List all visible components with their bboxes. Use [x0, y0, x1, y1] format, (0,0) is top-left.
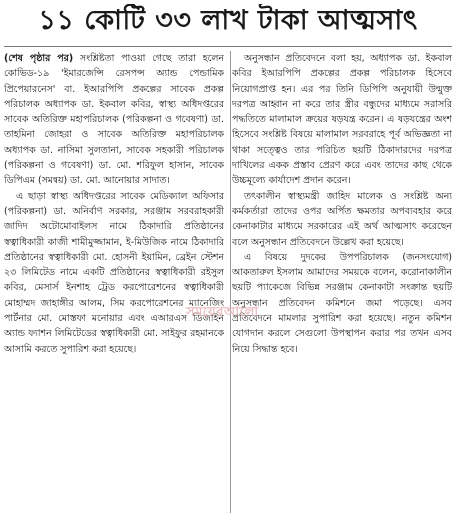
right-paragraph-1: অনুসন্ধান প্রতিবেদনে বলা হয়, অধ্যাপক ডা. ইকবাল কবির ইআরপিপি প্রকল্পের প্রকল্প পরিচালক হিসেবে নিয়োগপ্রাপ্ত হন। এর পর তিনি ডিপিপি অনুযায়ী উন্মুক্ত দরপত্র আহ্বান না করে তার স্ত্রীর বন্ধুদের মাধ্যমে সরাসরি পদ্ধতিতে মালামাল ক্রয়ের ষড়যন্ত্র করেন। এ ষড়যন্ত্রের অংশ হিসেবে সংশ্লিষ্ট বিষয়ে মালামাল সরবরাহে পূর্ব অভিজ্ঞতা না থাকা সত্ত্বেও তার পরিচিত ছয়টি ঠিকাদারদের দরপত্র দাখিলের একক প্রস্তাব প্রেরণ করে এবং তাদের কাছ থেকে উচ্চমূল্যে কার্যাদেশ প্রদান করেন। [232, 53, 452, 187]
left-column [4, 51, 224, 513]
right-paragraph-3: এ বিষয়ে দুদকের উপপরিচালক (জনসংযোগ) আকতারুল ইসলাম আমাদের সময়কে বলেন, করোনাকালীন ছয়টি প্যাকেজে বিভিন্ন সরঞ্জাম কেনাকাটা সংক্রান্ত ছয়টি অনুসন্ধান প্রতিবেদন কমিশনে জমা পড়েছে। এসব প্রতিবেদনে মামলার সুপারিশ করা হয়েছে। নতুন কমিশন যোগদান করলে সেগুলো উপস্থাপন করার পর তখন এসব নিয়ে সিদ্ধান্ত হবে। [232, 251, 452, 355]
article-headline: ১১ কোটি ৩৩ লাখ টাকা আত্মসাৎ [38, 5, 418, 36]
column-divider [230, 51, 231, 513]
right-paragraph-2: তৎকালীন স্বাস্থ্যমন্ত্রী জাহিদ মালেক ও সংশ্লিষ্ট অন্য কর্মকর্তারা তাদের ওপর অর্পিত ক্ষমতার অপব্যবহার করে কেনাকাটার মাধ্যমে সরকারের এই অর্থ আত্মসাৎ করেছেন বলে অনুসন্ধান প্রতিবেদনে উল্লেখ করা হয়েছে। [232, 190, 452, 248]
headline-rule [4, 46, 452, 47]
right-column [232, 51, 452, 513]
article-body [4, 51, 452, 513]
continued-from-label: (শেষ পৃষ্ঠার পর) [4, 53, 74, 64]
publisher-watermark: সময়েরআলো [186, 305, 259, 320]
left-paragraph-1-text: সংশ্লিষ্টতা পাওয়া গেছে তারা হলেন কোভিড-১৯ 'ইমারজেন্সি রেসপন্স অ্যান্ড পেন্ডামিক প্রিপেয়ারনেস' বা. ইআরপিপি প্রকল্পের সাবেক প্রকল্প পরিচালক অধ্যাপক ডা. ইকবাল কবির, স্বাস্থ্য অধিদপ্তরের সাবেক অতিরিক্ত মহাপরিচালক (পরিকল্পনা ও গবেষণা) ডা. তাহমিনা জোহরা ও সাবেক অতিরিক্ত মহাপরিচালক অধ্যাপক ডা. নাসিমা সুলতানা, সাবেক সহকারী পরিচালক (পরিকল্পনা ও গবেষণা) ডা. মো. শরিফুল হাসান, সাবেক ডিপিএম (সমন্বয়) ডা. মো. আনোয়ার সাদাত। [4, 53, 224, 187]
left-paragraph-2: এ ছাড়া স্বাস্থ্য অধিদপ্তরের সাবেক মেডিক্যাল অফিসার (পরিকল্পনা) ডা. অনির্বাণ সরকার, সরঞ্জাম সরবরাহকারী জাদিদ অটোমোবাইলস নামে ঠিকাদারি প্রতিষ্ঠানের স্বত্বাধিকারী কাজী শামীমুজ্জামান, ই-মিউজিক নামে ঠিকাদারি প্রতিষ্ঠানের স্বত্বাধিকারী মো. হোসনী ইয়ামিন, ব্রেইন স্টেশন ২৩ লিমিটেড নামে একটি প্রতিষ্ঠানের স্বত্বাধিকারী রইসুল কবির, মেসার্স ইনশাহ ট্রেড করপোরেশনের স্বত্বাধিকারী মোহাম্মদ জাহাঙ্গীর আলম, সিম করপোরেশনের ম্যানেজিং পার্টনার মো. মোস্তফা মনোয়ার এবং এআরএস ডিজাইন অ্যান্ড ফ্যাশন লিমিটেডের স্বত্বাধিকারী মো. সাইফুর রহমানকে আসামি করতে সুপারিশ করা হয়েছে। [4, 190, 224, 355]
left-paragraph-1 [4, 51, 224, 189]
